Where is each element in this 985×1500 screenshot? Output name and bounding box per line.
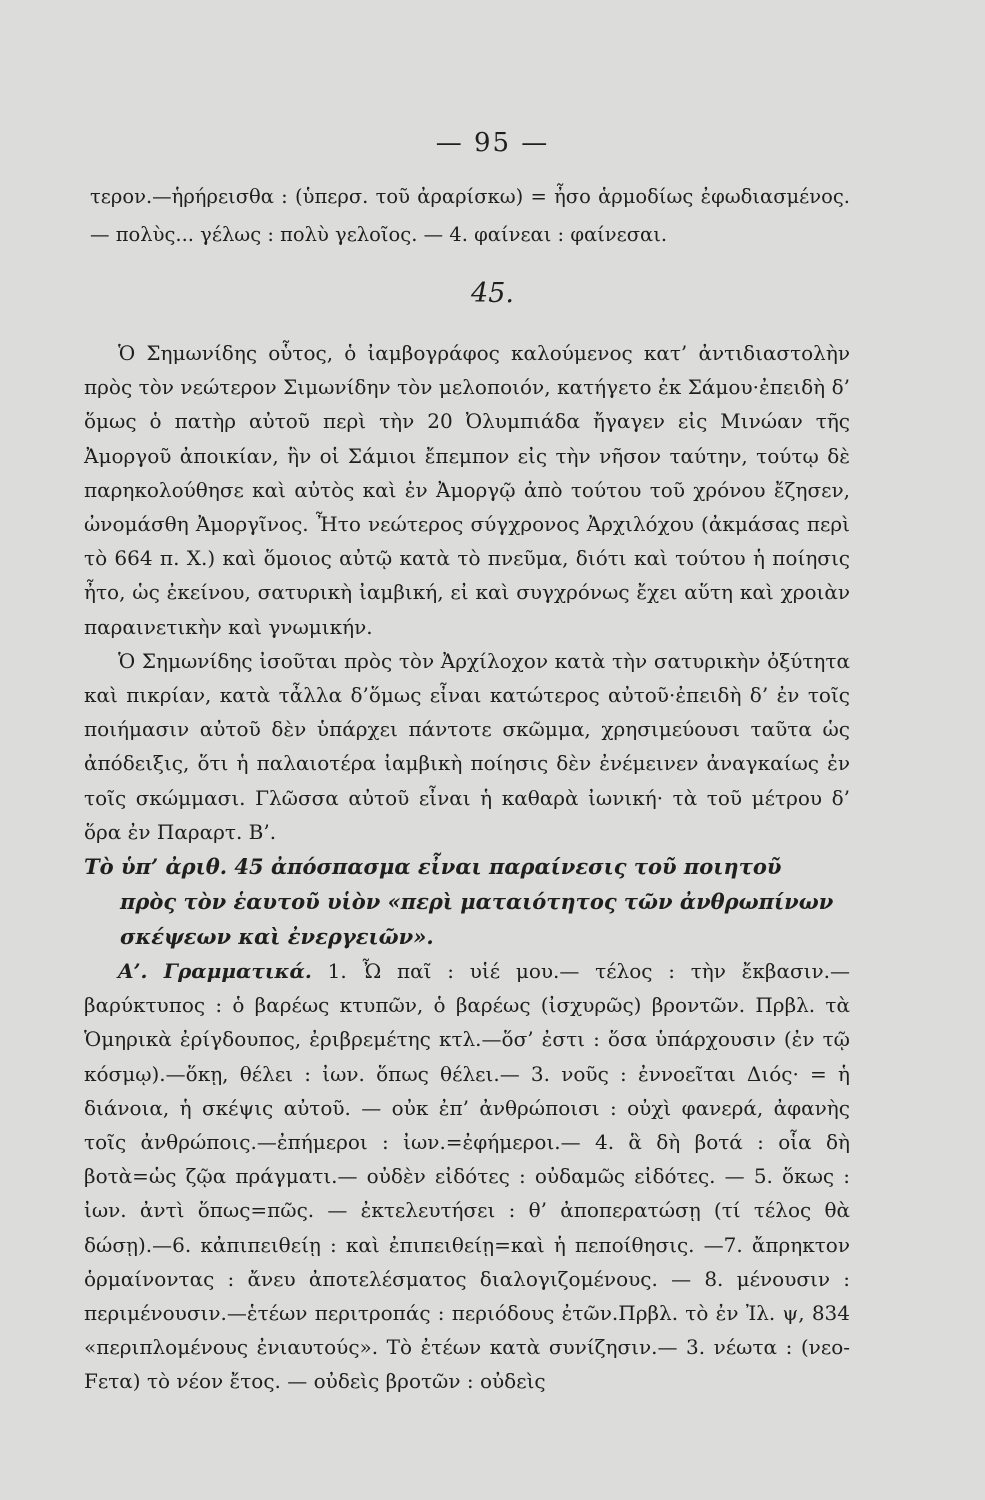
fragment-summary (84, 849, 850, 954)
grammar-notes (84, 954, 850, 1399)
fragment-summary-line-3: σκέψεων καὶ ἐνεργειῶν». (120, 924, 434, 950)
fragment-summary-line-1: Τὸ ὑπ’ ἀριθ. 45 ἀπόσπασμα εἶναι παραίνεσις τοῦ ποιητοῦ (84, 854, 782, 880)
fragment-summary-line-2: πρὸς τὸν ἑαυτοῦ υἱὸν «περὶ ματαιότητος τῶν ἀνθρωπίνων (120, 889, 834, 915)
comparison-paragraph: Ὁ Σημωνίδης ἰσοῦται πρὸς τὸν Ἀρχίλοχον κατὰ τὴν σατυρικὴν ὀξύτητα καὶ πικρίαν, κατὰ τἆλλα δ’ὅμως εἶναι κατώτερος αὐτοῦ·ἐπειδὴ δ’ ἐν τοῖς ποιήμασιν αὐτοῦ δὲν ὑπάρχει πάντοτε σκῶμμα, χρησιμεύουσι ταῦτα ὡς ἀπόδειξις, ὅτι ἡ παλαιοτέρα ἰαμβικὴ ποίησις δὲν ἐνέμεινεν ἀναγκαίως ἐν τοῖς σκώμμασι. Γλῶσσα αὐτοῦ εἶναι ἡ καθαρὰ ἰωνική· τὰ τοῦ μέτρου δ’ ὅρα ἐν Παραρτ. Β’. (84, 648, 850, 844)
body-text (84, 336, 850, 1399)
page-number: — 95 — (435, 128, 550, 158)
grammar-notes-text: 1. Ὦ παῖ : υἱέ μου.— τέλος : τὴν ἔκβασιν.—βαρύκτυπος : ὁ βαρέως κτυπῶν, ὁ βαρέως (ἰσχυρῶς) βροντῶν. Πρβλ. τὰ Ὁμηρικὰ ἐρίγδουπος, ἐριβρεμέτης κτλ.—ὅσ’ ἐστι : ὅσα ὑπάρχουσιν (ἐν τῷ κόσμῳ).—ὅκῃ, θέλει : ἰων. ὅπως θέλει.— 3. νοῦς : ἐννοεῖται Διός· = ἡ διάνοια, ἡ σκέψις αὐτοῦ. — οὐκ ἐπ’ ἀνθρώποισι : οὐχὶ φανερά, ἀφανὴς τοῖς ἀνθρώποις.—ἐπήμεροι : ἰων.=ἐφήμεροι.— 4. ἃ δὴ βοτά : οἷα δὴ βοτὰ=ὡς ζῷα πράγματι.— οὐδὲν εἰδότες : οὐδαμῶς εἰδότες. — 5. ὅκως : ἰων. ἀντὶ ὅπως=πῶς. — ἐκτελευτήσει : θ’ ἀποπερατώσῃ (τί τέλος θὰ δώσῃ).—6. κἀπιπειθείῃ : καὶ ἐπιπειθείῃ=καὶ ἡ πεποίθησις. —7. ἄπρηκτον ὁρμαίνοντας : ἄνευ ἀποτελέσματος διαλογιζομένους. — 8. μένουσιν : περιμένουσιν.—ἑτέων περιτροπάς : περιόδους ἐτῶν.Πρβλ. τὸ ἐν Ἰλ. ψ, 834 «περιπλομένους ἐνιαυτούς». Τὸ ἐτέων κατὰ συνίζησιν.— 3. νέωτα : (νεο-Fετα) τὸ νέον ἔτος. — οὐδεὶς βροτῶν : οὐδεὶς (84, 959, 850, 1394)
section-number: 45. (471, 278, 514, 309)
notes-continuation: τερον.—ἡρήρεισθα : (ὑπερσ. τοῦ ἀραρίσκω) = ἦσο ἁρμοδίως ἐφωδιασμένος.— πολὺς... γέλως : πολὺ γελοῖος. — 4. φαίνεαι : φαίνεσαι. (90, 185, 850, 246)
intro-paragraph: Ὁ Σημωνίδης οὗτος, ὁ ἰαμβογράφος καλούμενος κατ’ ἀντιδιαστολὴν πρὸς τὸν νεώτερον Σιμωνίδην τὸν μελοποιόν, κατήγετο ἐκ Σάμου·ἐπειδὴ δ’ ὅμως ὁ πατὴρ αὐτοῦ περὶ τὴν 20 Ὀλυμπιάδα ἤγαγεν εἰς Μινώαν τῆς Ἀμοργοῦ ἀποικίαν, ἣν οἱ Σάμιοι ἔπεμπον εἰς τὴν νῆσον ταύτην, τούτῳ δὲ παρηκολούθησε καὶ αὐτὸς καὶ ἐν Ἀμοργῷ ἀπὸ τούτου τοῦ χρόνου ἔζησεν, ὠνομάσθη Ἀμοργῖνος. Ἦτο νεώτερος σύγχρονος Ἀρχιλόχου (ἀκμάσας περὶ τὸ 664 π. Χ.) καὶ ὅμοιος αὐτῷ κατὰ τὸ πνεῦμα, διότι καὶ τούτου ἡ ποίησις ἦτο, ὡς ἐκείνου, σατυρικὴ ἰαμβική, εἰ καὶ συγχρόνως ἔχει αὕτη καὶ χροιὰν παραινετικὴν καὶ γνωμικήν. (84, 341, 850, 639)
grammar-heading: Α’. Γραμματικά. (118, 959, 312, 984)
